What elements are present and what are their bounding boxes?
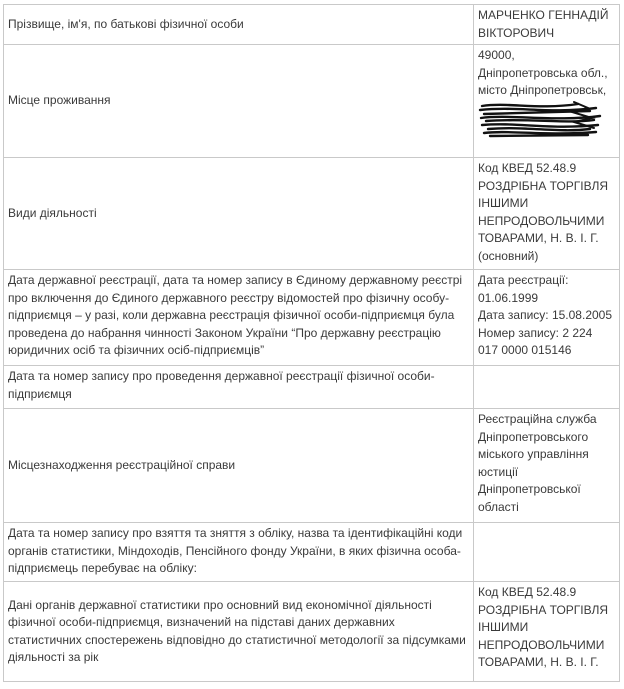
field-value-cell xyxy=(474,366,620,409)
field-value: Дніпропетровського xyxy=(478,429,589,444)
field-label: фізичної особи-підприємця, визначений на підставі даних державних xyxy=(8,615,395,629)
field-label-cell xyxy=(4,5,474,45)
field-value: Дата реєстрації: xyxy=(478,273,569,287)
field-label: про включення до Єдиного державного реєстру відомостей про фізичну особу- xyxy=(8,290,450,305)
field-value: міського управління xyxy=(478,447,589,461)
table-row xyxy=(4,5,620,45)
field-value: 017 0000 015146 xyxy=(478,343,572,357)
field-value: Дніпропетровської xyxy=(478,482,581,496)
field-label: Місцезнаходження реєстраційної справи xyxy=(8,457,236,472)
field-value: ТОВАРАМИ, Н. В. І. Г. xyxy=(478,231,599,245)
field-value-cell xyxy=(474,270,620,366)
field-value-cell xyxy=(474,409,620,523)
field-label: Прізвище, ім'я, по батькові фізичної особи xyxy=(8,16,244,31)
field-value: 01.06.1999 xyxy=(478,290,539,305)
field-value: юстиції xyxy=(478,464,519,479)
field-label-cell xyxy=(4,523,474,582)
table-row xyxy=(4,523,620,582)
field-value-cell xyxy=(474,523,620,582)
field-label: підприємця – у разі, коли державна реєстрація фізичної особи-підприємця була xyxy=(8,308,455,322)
field-value: Реєстраційна служба xyxy=(478,412,597,426)
field-value: Код КВЕД 52.48.9 xyxy=(478,585,577,599)
field-value-cell xyxy=(474,158,620,270)
table-row xyxy=(4,270,620,366)
field-value: НЕПРОДОВОЛЬЧИМИ xyxy=(478,637,605,652)
redaction-scribble xyxy=(478,100,604,140)
field-value: ВІКТОРОВИЧ xyxy=(478,25,555,40)
field-label-cell xyxy=(4,409,474,523)
field-value: 49000, xyxy=(478,48,515,62)
table-row xyxy=(4,366,620,409)
field-label: підприємець перебуває на обліку: xyxy=(8,561,197,575)
table-row xyxy=(4,409,620,523)
field-label: Види діяльності xyxy=(8,205,97,220)
field-label-cell xyxy=(4,270,474,366)
field-value: місто Дніпропетровськ, xyxy=(478,83,607,97)
field-value-cell xyxy=(474,5,620,45)
field-label: статистичних спостережень відповідно до статистичної методології за підсумками xyxy=(8,632,466,647)
field-label: проведена до набрання чинності Законом України “Про державну реєстрацію xyxy=(8,325,441,340)
field-value: області xyxy=(478,499,519,514)
table-row xyxy=(4,158,620,270)
field-value: РОЗДРІБНА ТОРГІВЛЯ xyxy=(478,178,609,193)
field-label: діяльності за рік xyxy=(8,650,99,664)
field-label: юридичних осіб та фізичних осіб-підприємців” xyxy=(8,343,265,357)
field-value: ІНШИМИ xyxy=(478,196,529,210)
field-label-cell xyxy=(4,366,474,409)
field-label: органів статистики, Міндоходів, Пенсійного фонду України, в яких фізична особа- xyxy=(8,543,461,558)
field-value: ІНШИМИ xyxy=(478,620,529,634)
field-label: Місце проживання xyxy=(8,93,111,108)
field-label: Дані органів державної статистики про основний вид економічної діяльності xyxy=(8,597,432,612)
field-label-cell xyxy=(4,582,474,682)
field-value: (основний) xyxy=(478,248,539,263)
table-row xyxy=(4,582,620,682)
field-label-cell xyxy=(4,158,474,270)
field-value: Дата запису: 15.08.2005 xyxy=(478,308,613,322)
field-value: Код КВЕД 52.48.9 xyxy=(478,161,577,175)
field-label: Дата та номер запису про проведення державної реєстрації фізичної особи- xyxy=(8,369,435,383)
field-value: ТОВАРАМИ, Н. В. І. Г. xyxy=(478,655,599,669)
field-value: Дніпропетровська обл., xyxy=(478,65,608,80)
field-value: РОЗДРІБНА ТОРГІВЛЯ xyxy=(478,602,609,617)
field-label: підприємця xyxy=(8,386,72,401)
field-value: МАРЧЕНКО ГЕННАДІЙ xyxy=(478,8,609,22)
field-value: НЕПРОДОВОЛЬЧИМИ xyxy=(478,213,605,228)
field-label-cell xyxy=(4,45,474,158)
field-value: Номер запису: 2 224 xyxy=(478,325,593,340)
field-label: Дата та номер запису про взяття та зняття з обліку, назва та ідентифікаційні коди xyxy=(8,526,463,540)
field-value-cell xyxy=(474,582,620,682)
field-label: Дата державної реєстрації, дата та номер запису в Єдиному державному реєстрі xyxy=(8,273,463,287)
